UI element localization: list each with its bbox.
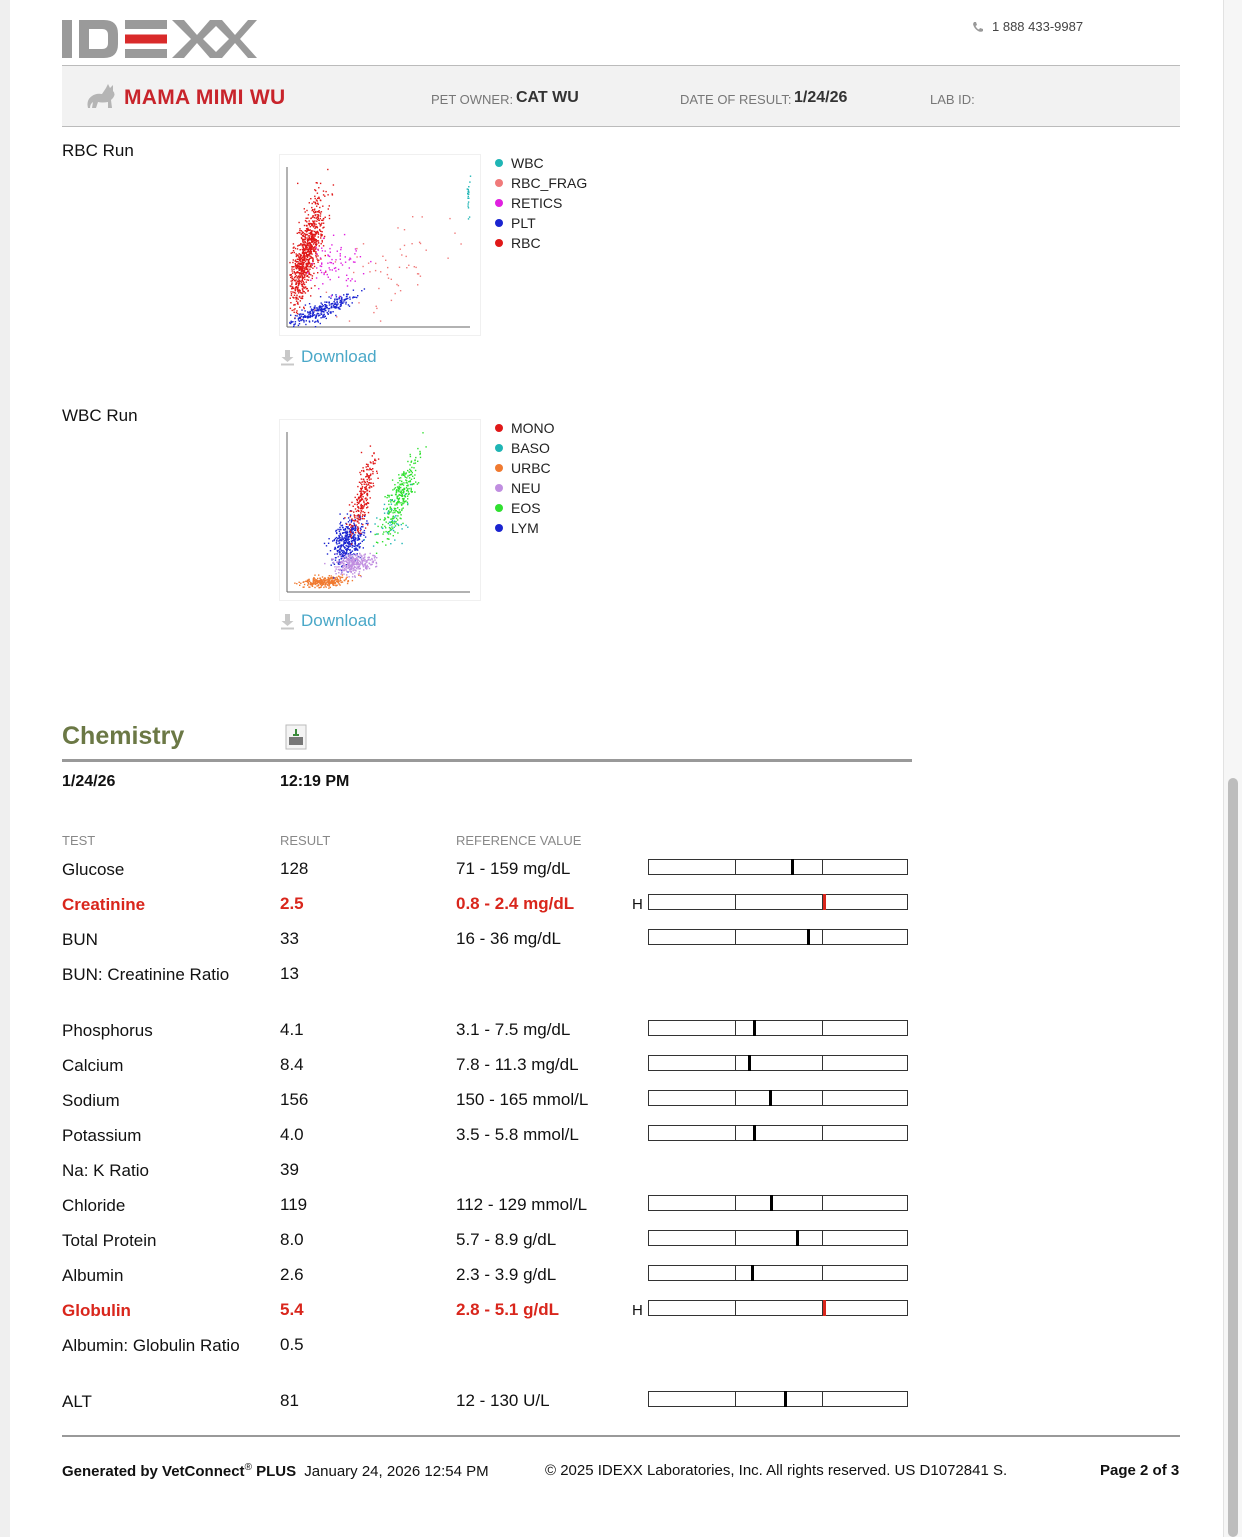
wbc-legend <box>495 418 555 538</box>
lab-id-label: LAB ID: <box>930 92 975 107</box>
footer-divider <box>62 1435 1180 1437</box>
table-row <box>0 1300 1242 1336</box>
test-result: 119 <box>280 1195 308 1214</box>
legend-label: EOS <box>511 500 541 516</box>
table-row <box>0 1230 1242 1266</box>
col-header-reference: REFERENCE VALUE <box>456 833 582 848</box>
col-header-result: RESULT <box>280 833 331 848</box>
result-marker <box>770 1195 773 1211</box>
test-result: 8.4 <box>280 1055 304 1074</box>
result-marker <box>823 894 826 910</box>
table-row <box>0 1055 1242 1091</box>
table-row <box>0 1195 1242 1231</box>
range-divider <box>735 930 736 944</box>
download-icon <box>280 349 295 366</box>
pet-owner-value: CAT WU <box>516 89 579 106</box>
range-divider <box>735 1266 736 1280</box>
reference-range-bar <box>648 894 908 910</box>
test-name: Albumin <box>62 1266 124 1285</box>
table-row <box>0 1391 1242 1427</box>
test-name: Chloride <box>62 1196 126 1215</box>
legend-label: LYM <box>511 520 539 536</box>
result-marker <box>796 1230 799 1246</box>
legend-item-rbc-frag <box>495 173 587 193</box>
chemistry-divider <box>62 759 912 762</box>
test-name: Glucose <box>62 860 125 879</box>
test-result: 39 <box>280 1160 299 1179</box>
legend-item-lym <box>495 518 555 538</box>
reference-value: 112 - 129 mmol/L <box>456 1195 588 1214</box>
legend-dot <box>495 219 503 227</box>
legend-dot <box>495 179 503 187</box>
cat-icon <box>84 82 118 110</box>
reference-range-bar <box>648 1125 908 1141</box>
legend-dot <box>495 484 503 492</box>
legend-dot <box>495 424 503 432</box>
rbc-legend <box>495 153 587 253</box>
result-flag: H <box>632 1302 643 1319</box>
download-icon <box>280 613 295 630</box>
legend-item-eos <box>495 498 555 518</box>
test-name: Albumin: Globulin Ratio <box>62 1336 240 1355</box>
legend-label: RETICS <box>511 195 563 211</box>
legend-dot <box>495 504 503 512</box>
legend-label: RBC <box>511 235 541 251</box>
range-divider <box>735 895 736 909</box>
result-marker <box>784 1391 787 1407</box>
range-divider <box>822 860 823 874</box>
reference-range-bar <box>648 1230 908 1246</box>
test-result: 2.5 <box>280 894 304 913</box>
footer-copyright: © 2025 IDEXX Laboratories, Inc. All rights reserved. US D1072841 S. <box>545 1462 1008 1479</box>
col-header-test: TEST <box>62 833 96 848</box>
footer-generated-by: Generated by VetConnect <box>62 1463 245 1480</box>
legend-item-neu <box>495 478 555 498</box>
result-marker <box>823 1300 826 1316</box>
footer-generated <box>62 1462 489 1480</box>
test-result: 8.0 <box>280 1230 304 1249</box>
patient-name: MAMA MIMI WU <box>124 86 286 109</box>
table-row <box>0 1160 1242 1196</box>
result-marker <box>748 1055 751 1071</box>
table-row <box>0 929 1242 965</box>
reference-range-bar <box>648 1020 908 1036</box>
legend-label: MONO <box>511 420 555 436</box>
legend-item-rbc <box>495 233 587 253</box>
phone-text: 1 888 433-9987 <box>992 19 1084 34</box>
legend-label: RBC_FRAG <box>511 175 588 191</box>
table-row <box>0 1020 1242 1056</box>
range-divider <box>822 1091 823 1105</box>
date-of-result-value: 1/24/26 <box>794 89 848 106</box>
reference-range-bar <box>648 1300 908 1316</box>
legend-item-baso <box>495 438 555 458</box>
reference-range-bar <box>648 1195 908 1211</box>
table-row <box>0 1090 1242 1126</box>
wbc-download-link[interactable] <box>280 611 377 631</box>
range-divider <box>822 1196 823 1210</box>
range-divider <box>822 1392 823 1406</box>
rbc-run-title: RBC Run <box>62 141 134 160</box>
legend-dot <box>495 444 503 452</box>
reference-range-bar <box>648 1055 908 1071</box>
test-result: 128 <box>280 859 309 878</box>
footer-page-number: Page 2 of 3 <box>1100 1462 1180 1479</box>
reference-value: 71 - 159 mg/dL <box>456 859 571 878</box>
test-result: 5.4 <box>280 1300 304 1319</box>
test-name: BUN <box>62 930 98 949</box>
legend-dot <box>495 524 503 532</box>
range-divider <box>735 1392 736 1406</box>
reference-range-bar <box>648 1090 908 1106</box>
rbc-scatter-points <box>289 169 471 328</box>
reference-range-bar <box>648 1391 908 1407</box>
range-divider <box>822 1056 823 1070</box>
legend-item-plt <box>495 213 587 233</box>
legend-dot <box>495 159 503 167</box>
legend-label: WBC <box>511 155 544 171</box>
test-name: BUN: Creatinine Ratio <box>62 965 230 984</box>
range-divider <box>822 930 823 944</box>
test-name: Total Protein <box>62 1231 157 1250</box>
phone-number[interactable] <box>972 19 1083 34</box>
range-divider <box>735 860 736 874</box>
reference-range-bar <box>648 929 908 945</box>
range-divider <box>735 1196 736 1210</box>
chemistry-title: Chemistry <box>62 722 185 750</box>
wbc-run-title: WBC Run <box>62 406 138 425</box>
test-result: 33 <box>280 929 299 948</box>
test-name: Creatinine <box>62 895 146 914</box>
legend-dot <box>495 464 503 472</box>
reference-value: 7.8 - 11.3 mg/dL <box>456 1055 579 1074</box>
result-marker <box>807 929 810 945</box>
table-row <box>0 859 1242 895</box>
range-divider <box>822 1126 823 1140</box>
reference-range-bar <box>648 859 908 875</box>
test-name: Calcium <box>62 1056 124 1075</box>
range-divider <box>735 1126 736 1140</box>
rbc-scatter-plot <box>280 155 480 335</box>
test-result: 2.6 <box>280 1265 304 1284</box>
footer-generated-date: January 24, 2026 12:54 PM <box>304 1463 489 1480</box>
test-result: 4.1 <box>280 1020 304 1039</box>
reference-value: 3.1 - 7.5 mg/dL <box>456 1020 571 1039</box>
wbc-scatter-points <box>294 432 427 589</box>
test-name: Potassium <box>62 1126 142 1145</box>
table-row <box>0 1125 1242 1161</box>
test-result: 0.5 <box>280 1335 304 1354</box>
result-marker <box>791 859 794 875</box>
legend-label: BASO <box>511 440 550 456</box>
legend-label: NEU <box>511 480 541 496</box>
date-of-result-label: DATE OF RESULT: <box>680 92 792 107</box>
legend-item-wbc <box>495 153 587 173</box>
test-name: Sodium <box>62 1091 120 1110</box>
pet-owner-label: PET OWNER: <box>431 92 514 107</box>
range-divider <box>735 1231 736 1245</box>
test-name: Na: K Ratio <box>62 1161 149 1180</box>
chemistry-time: 12:19 PM <box>280 773 350 790</box>
test-result: 4.0 <box>280 1125 304 1144</box>
table-row <box>0 1335 1242 1371</box>
reference-value: 2.8 - 5.1 g/dL <box>456 1300 559 1319</box>
range-divider <box>822 1266 823 1280</box>
download-label: Download <box>301 347 377 366</box>
result-flag: H <box>632 896 643 913</box>
range-divider <box>735 1301 736 1315</box>
range-divider <box>822 1231 823 1245</box>
phone-icon <box>972 21 984 33</box>
range-divider <box>735 1056 736 1070</box>
result-marker <box>751 1265 754 1281</box>
registered-mark: ® <box>244 1462 252 1473</box>
download-label: Download <box>301 611 377 630</box>
legend-item-urbc <box>495 458 555 478</box>
legend-label: URBC <box>511 460 551 476</box>
result-marker <box>769 1090 772 1106</box>
test-name: ALT <box>62 1392 92 1411</box>
test-name: Globulin <box>62 1301 131 1320</box>
table-row <box>0 894 1242 930</box>
test-name: Phosphorus <box>62 1021 153 1040</box>
reference-value: 12 - 130 U/L <box>456 1391 550 1410</box>
result-marker <box>753 1125 756 1141</box>
reference-value: 3.5 - 5.8 mmol/L <box>456 1125 579 1144</box>
legend-item-retics <box>495 193 587 213</box>
range-divider <box>822 1021 823 1035</box>
legend-label: PLT <box>511 215 536 231</box>
patient-info-bar <box>62 65 1180 127</box>
reference-value: 2.3 - 3.9 g/dL <box>456 1265 557 1284</box>
table-row <box>0 1265 1242 1301</box>
reference-value: 16 - 36 mg/dL <box>456 929 561 948</box>
reference-value: 150 - 165 mmol/L <box>456 1090 589 1109</box>
footer-plus: PLUS <box>256 1463 297 1480</box>
chemistry-date: 1/24/26 <box>62 773 116 790</box>
reference-value: 0.8 - 2.4 mg/dL <box>456 894 575 913</box>
reference-range-bar <box>648 1265 908 1281</box>
legend-item-mono <box>495 418 555 438</box>
idexx-logo <box>62 20 257 58</box>
range-divider <box>735 1091 736 1105</box>
test-result: 156 <box>280 1090 309 1109</box>
reference-value: 5.7 - 8.9 g/dL <box>456 1230 557 1249</box>
test-result: 81 <box>280 1391 299 1410</box>
legend-dot <box>495 239 503 247</box>
rbc-download-link[interactable] <box>280 347 377 367</box>
result-marker <box>753 1020 756 1036</box>
wbc-scatter-plot <box>280 420 480 600</box>
range-divider <box>735 1021 736 1035</box>
print-icon[interactable] <box>285 724 307 750</box>
table-row <box>0 964 1242 1000</box>
test-result: 13 <box>280 964 299 983</box>
legend-dot <box>495 199 503 207</box>
